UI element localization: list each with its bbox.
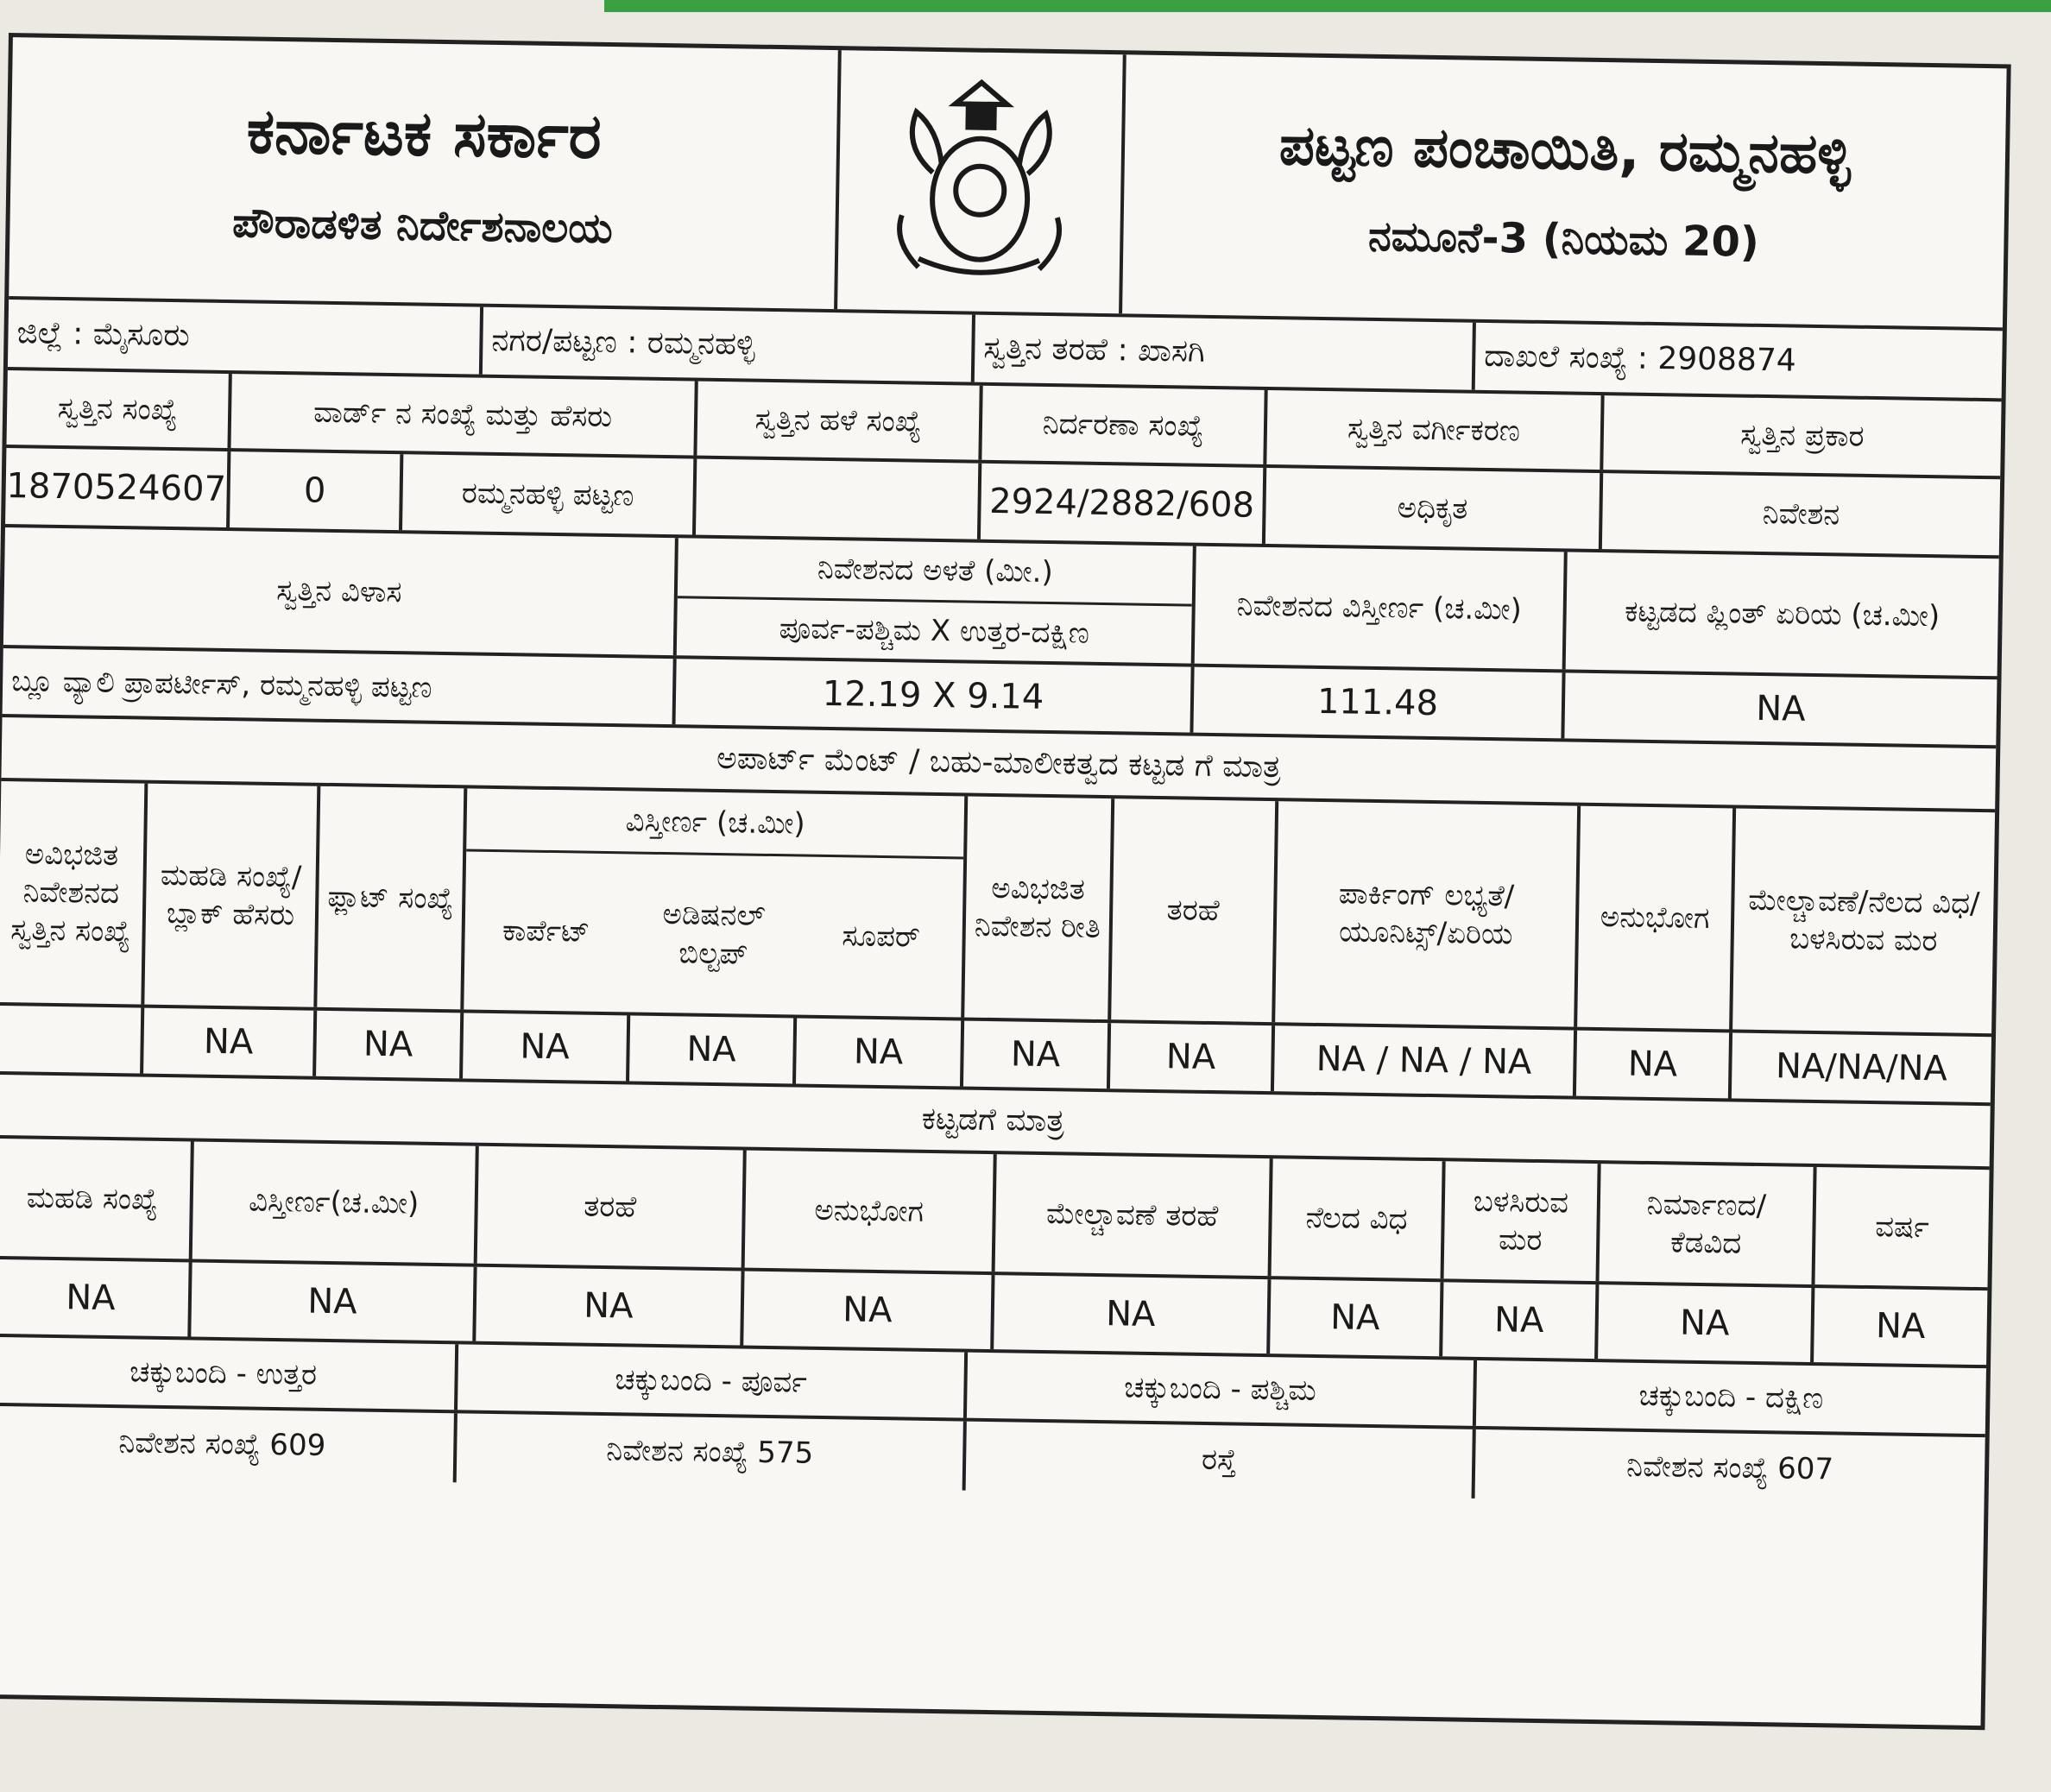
bld-roof-header: ಮೇಲ್ಚಾವಣೆ ತರಹೆ — [995, 1154, 1273, 1276]
record-number-field: ದಾಖಲೆ ಸಂಖ್ಯೆ : 2908874 — [1484, 338, 1797, 379]
dimension-header-sub: ಪೂರ್ವ-ಪಶ್ಚಿಮ X ಉತ್ತರ-ದಕ್ಷಿಣ — [779, 610, 1090, 651]
additional-value: NA — [629, 1015, 797, 1083]
carpet-header: ಕಾರ್ಪೆಟ್ — [502, 913, 590, 950]
undivided-method-header: ಅವಿಭಜಿತ ನಿವೇಶನ ರೀತಿ — [964, 797, 1114, 1020]
town-field: ನಗರ/ಪಟ್ಟಣ : ರಮ್ಮನಹಳ್ಳಿ — [483, 307, 975, 382]
boundary-north-header: ಚಕ್ಕುಬಂದಿ - ಉತ್ತರ — [0, 1337, 458, 1410]
plinth-value: NA — [1755, 688, 1806, 729]
bld-floor-value: NA — [0, 1259, 192, 1337]
old-no-header: ಸ್ವತ್ತಿನ ಹಳೆ ಸಂಖ್ಯೆ — [697, 382, 982, 460]
apartment-section-title: ಅಪಾರ್ಟ್ ಮೆಂಟ್ / ಬಹು-ಮಾಲೀಕತ್ವದ ಕಟ್ಟಡ ಗೆ ಮಾತ್ರ — [716, 740, 1282, 785]
floor-block-value: NA — [143, 1008, 317, 1076]
parking-value: NA / NA / NA — [1274, 1025, 1577, 1095]
bld-wood-value: NA — [1442, 1282, 1599, 1359]
flat-no-header: ಫ್ಲಾಟ್ ಸಂಖ್ಯೆ — [317, 786, 467, 1010]
karnataka-emblem-icon — [837, 50, 1126, 313]
top-green-strip — [604, 0, 2051, 12]
bld-year-value: NA — [1875, 1306, 1926, 1347]
apt-type-value: NA — [1110, 1023, 1275, 1091]
apt-usage-header: ಅನುಭೋಗ — [1577, 806, 1736, 1030]
building-section-title: ಕಟ್ಟಡಗೆ ಮಾತ್ರ — [921, 1101, 1065, 1139]
bld-usage-value: NA — [743, 1271, 994, 1350]
panchayat-block — [1122, 54, 2007, 327]
bld-year-header: ವರ್ಷ — [1874, 1209, 1930, 1246]
area-header: ನಿವೇಶನದ ವಿಸ್ತೀರ್ಣ (ಚ.ಮೀ) — [1195, 546, 1568, 670]
kind-header: ಸ್ವತ್ತಿನ ಪ್ರಕಾರ — [1739, 417, 1865, 454]
government-title: ಕರ್ನಾಟಕ ಸರ್ಕಾರ — [246, 94, 603, 173]
roof-header: ಮೇಲ್ಚಾವಣೆ/ನೆಲದ ವಿಧ/ಬಳಸಿರುವ ಮರ — [1748, 882, 1980, 959]
bld-floor-type-value: NA — [1270, 1279, 1443, 1356]
ward-no-value: 0 — [230, 451, 403, 530]
additional-header: ಅಡಿಷನಲ್ ಬಿಲ್ಟಪ್ — [662, 897, 766, 972]
undivided-no-value — [0, 1006, 144, 1074]
boundary-south-value: ನಿವೇಶನ ಸಂಖ್ಯೆ 607 — [1625, 1448, 1834, 1487]
carpet-value: NA — [463, 1013, 630, 1081]
parking-header: ಪಾರ್ಕಿಂಗ್ ಲಭ್ಯತೆ/ಯೂನಿಟ್ಸ್/ಏರಿಯ — [1275, 801, 1581, 1026]
area-group-label: ವಿಸ್ತೀರ್ಣ (ಚ.ಮೀ) — [466, 788, 964, 859]
dimension-header — [677, 538, 1196, 663]
bld-roof-value: NA — [994, 1275, 1271, 1353]
plinth-header: ಕಟ್ಟಡದ ಪ್ಲಿಂತ್ ಏರಿಯ (ಚ.ಮೀ) — [1624, 594, 1941, 634]
undivided-method-value: NA — [963, 1021, 1111, 1089]
floor-block-header: ಮಹಡಿ ಸಂಖ್ಯೆ/ಬ್ಲಾಕ್ ಹೆಸರು — [144, 784, 320, 1007]
issuer-block — [9, 37, 842, 309]
super-value: NA — [796, 1018, 964, 1086]
roof-value: NA/NA/NA — [1775, 1046, 1948, 1089]
apt-usage-value: NA — [1576, 1031, 1732, 1099]
boundary-east-value: ನಿವೇಶನ ಸಂಖ್ಯೆ 575 — [457, 1413, 967, 1490]
address-value: ಬ್ಲೂ ವ್ಯಾಲಿ ಪ್ರಾಪರ್ಟೀಸ್, ರಮ್ಮನಹಳ್ಳಿ ಪಟ್ಟಣ — [3, 648, 677, 724]
boundary-west-header: ಚಕ್ಕುಬಂದಿ - ಪಶ್ಚಿಮ — [967, 1353, 1477, 1426]
classification-header: ಸ್ವತ್ತಿನ ವರ್ಗೀಕರಣ — [1266, 390, 1604, 470]
undivided-no-header: ಅವಿಭಜಿತ ನಿವೇಶನದ ಸ್ವತ್ತಿನ ಸಂಖ್ಯೆ — [0, 781, 148, 1005]
area-value: 111.48 — [1193, 667, 1565, 739]
bld-area-value: NA — [191, 1263, 476, 1341]
assessment-no-value: 2924/2882/608 — [981, 464, 1266, 544]
flat-no-value: NA — [316, 1011, 464, 1079]
old-no-value — [696, 459, 981, 539]
classification-value: ಅಧಿಕೃತ — [1265, 468, 1603, 549]
assessment-no-header: ನಿರ್ದರಣಾ ಸಂಖ್ಯೆ — [981, 386, 1267, 464]
bld-wood-header: ಬಳಸಿರುವ ಮರ — [1444, 1161, 1601, 1281]
ward-header: ವಾರ್ಡ್ ನ ಸಂಖ್ಯೆ ಮತ್ತು ಹೆಸರು — [230, 374, 697, 455]
dimension-value: 12.19 X 9.14 — [676, 659, 1195, 732]
property-type-field: ಸ್ವತ್ತಿನ ತರಹೆ : ಖಾಸಗಿ — [975, 315, 1476, 390]
bld-area-header: ವಿಸ್ತೀರ್ಣ(ಚ.ಮೀ) — [192, 1142, 479, 1264]
kind-value: ನಿವೇಶನ — [1762, 495, 1840, 533]
bld-built-value: NA — [1598, 1284, 1814, 1362]
property-no-header: ಸ್ವತ್ತಿನ ಸಂಖ್ಯೆ — [7, 370, 232, 448]
bld-type-value: NA — [476, 1267, 744, 1346]
form-title: ನಮೂನೆ-3 (ನಿಯಮ 20) — [1367, 212, 1760, 268]
property-no-value: 1870524607 — [5, 448, 230, 527]
boundary-west-value: ರಸ್ತೆ — [966, 1422, 1476, 1499]
property-certificate — [0, 33, 2011, 1730]
bld-usage-header: ಅನುಭೋಗ — [745, 1151, 997, 1272]
directorate-title: ಪೌರಾಡಳಿತ ನಿರ್ದೇಶನಾಲಯ — [231, 198, 614, 253]
bld-floor-type-header: ನೆಲದ ವಿಧ — [1272, 1158, 1446, 1278]
district-field: ಜಿಲ್ಲೆ : ಮೈಸೂರು — [8, 300, 483, 375]
super-header: ಸೂಪರ್ — [842, 918, 921, 956]
bld-floor-header: ಮಹಡಿ ಸಂಖ್ಯೆ — [0, 1139, 194, 1259]
bld-built-header: ನಿರ್ಮಾಣದ/ ಕೆಡವಿದ — [1600, 1164, 1817, 1284]
apt-type-header: ತರಹೆ — [1111, 798, 1278, 1022]
panchayat-title: ಪಟ್ಟಣ ಪಂಚಾಯಿತಿ, ರಮ್ಮನಹಳ್ಳಿ — [1278, 114, 1852, 187]
area-subheaders — [464, 851, 963, 1017]
ward-name-value: ರಮ್ಮನಹಳ್ಳಿ ಪಟ್ಟಣ — [402, 454, 697, 534]
apartment-header-row — [0, 781, 1995, 1037]
dimension-header-label: ನಿವೇಶನದ ಅಳತೆ (ಮೀ.) — [678, 538, 1193, 606]
bld-type-header: ತರಹೆ — [477, 1146, 747, 1268]
boundary-north-value: ನಿವೇಶನ ಸಂಖ್ಯೆ 609 — [0, 1406, 458, 1482]
certificate-header — [9, 37, 2006, 331]
address-header: ಸ್ವತ್ತಿನ ವಿಳಾಸ — [3, 527, 678, 655]
area-group-header — [464, 788, 968, 1017]
boundary-east-header: ಚಕ್ಕುಬಂದಿ - ಪೂರ್ವ — [458, 1344, 968, 1417]
boundary-south-header: ಚಕ್ಕುಬಂದಿ - ದಕ್ಷಿಣ — [1638, 1378, 1824, 1417]
